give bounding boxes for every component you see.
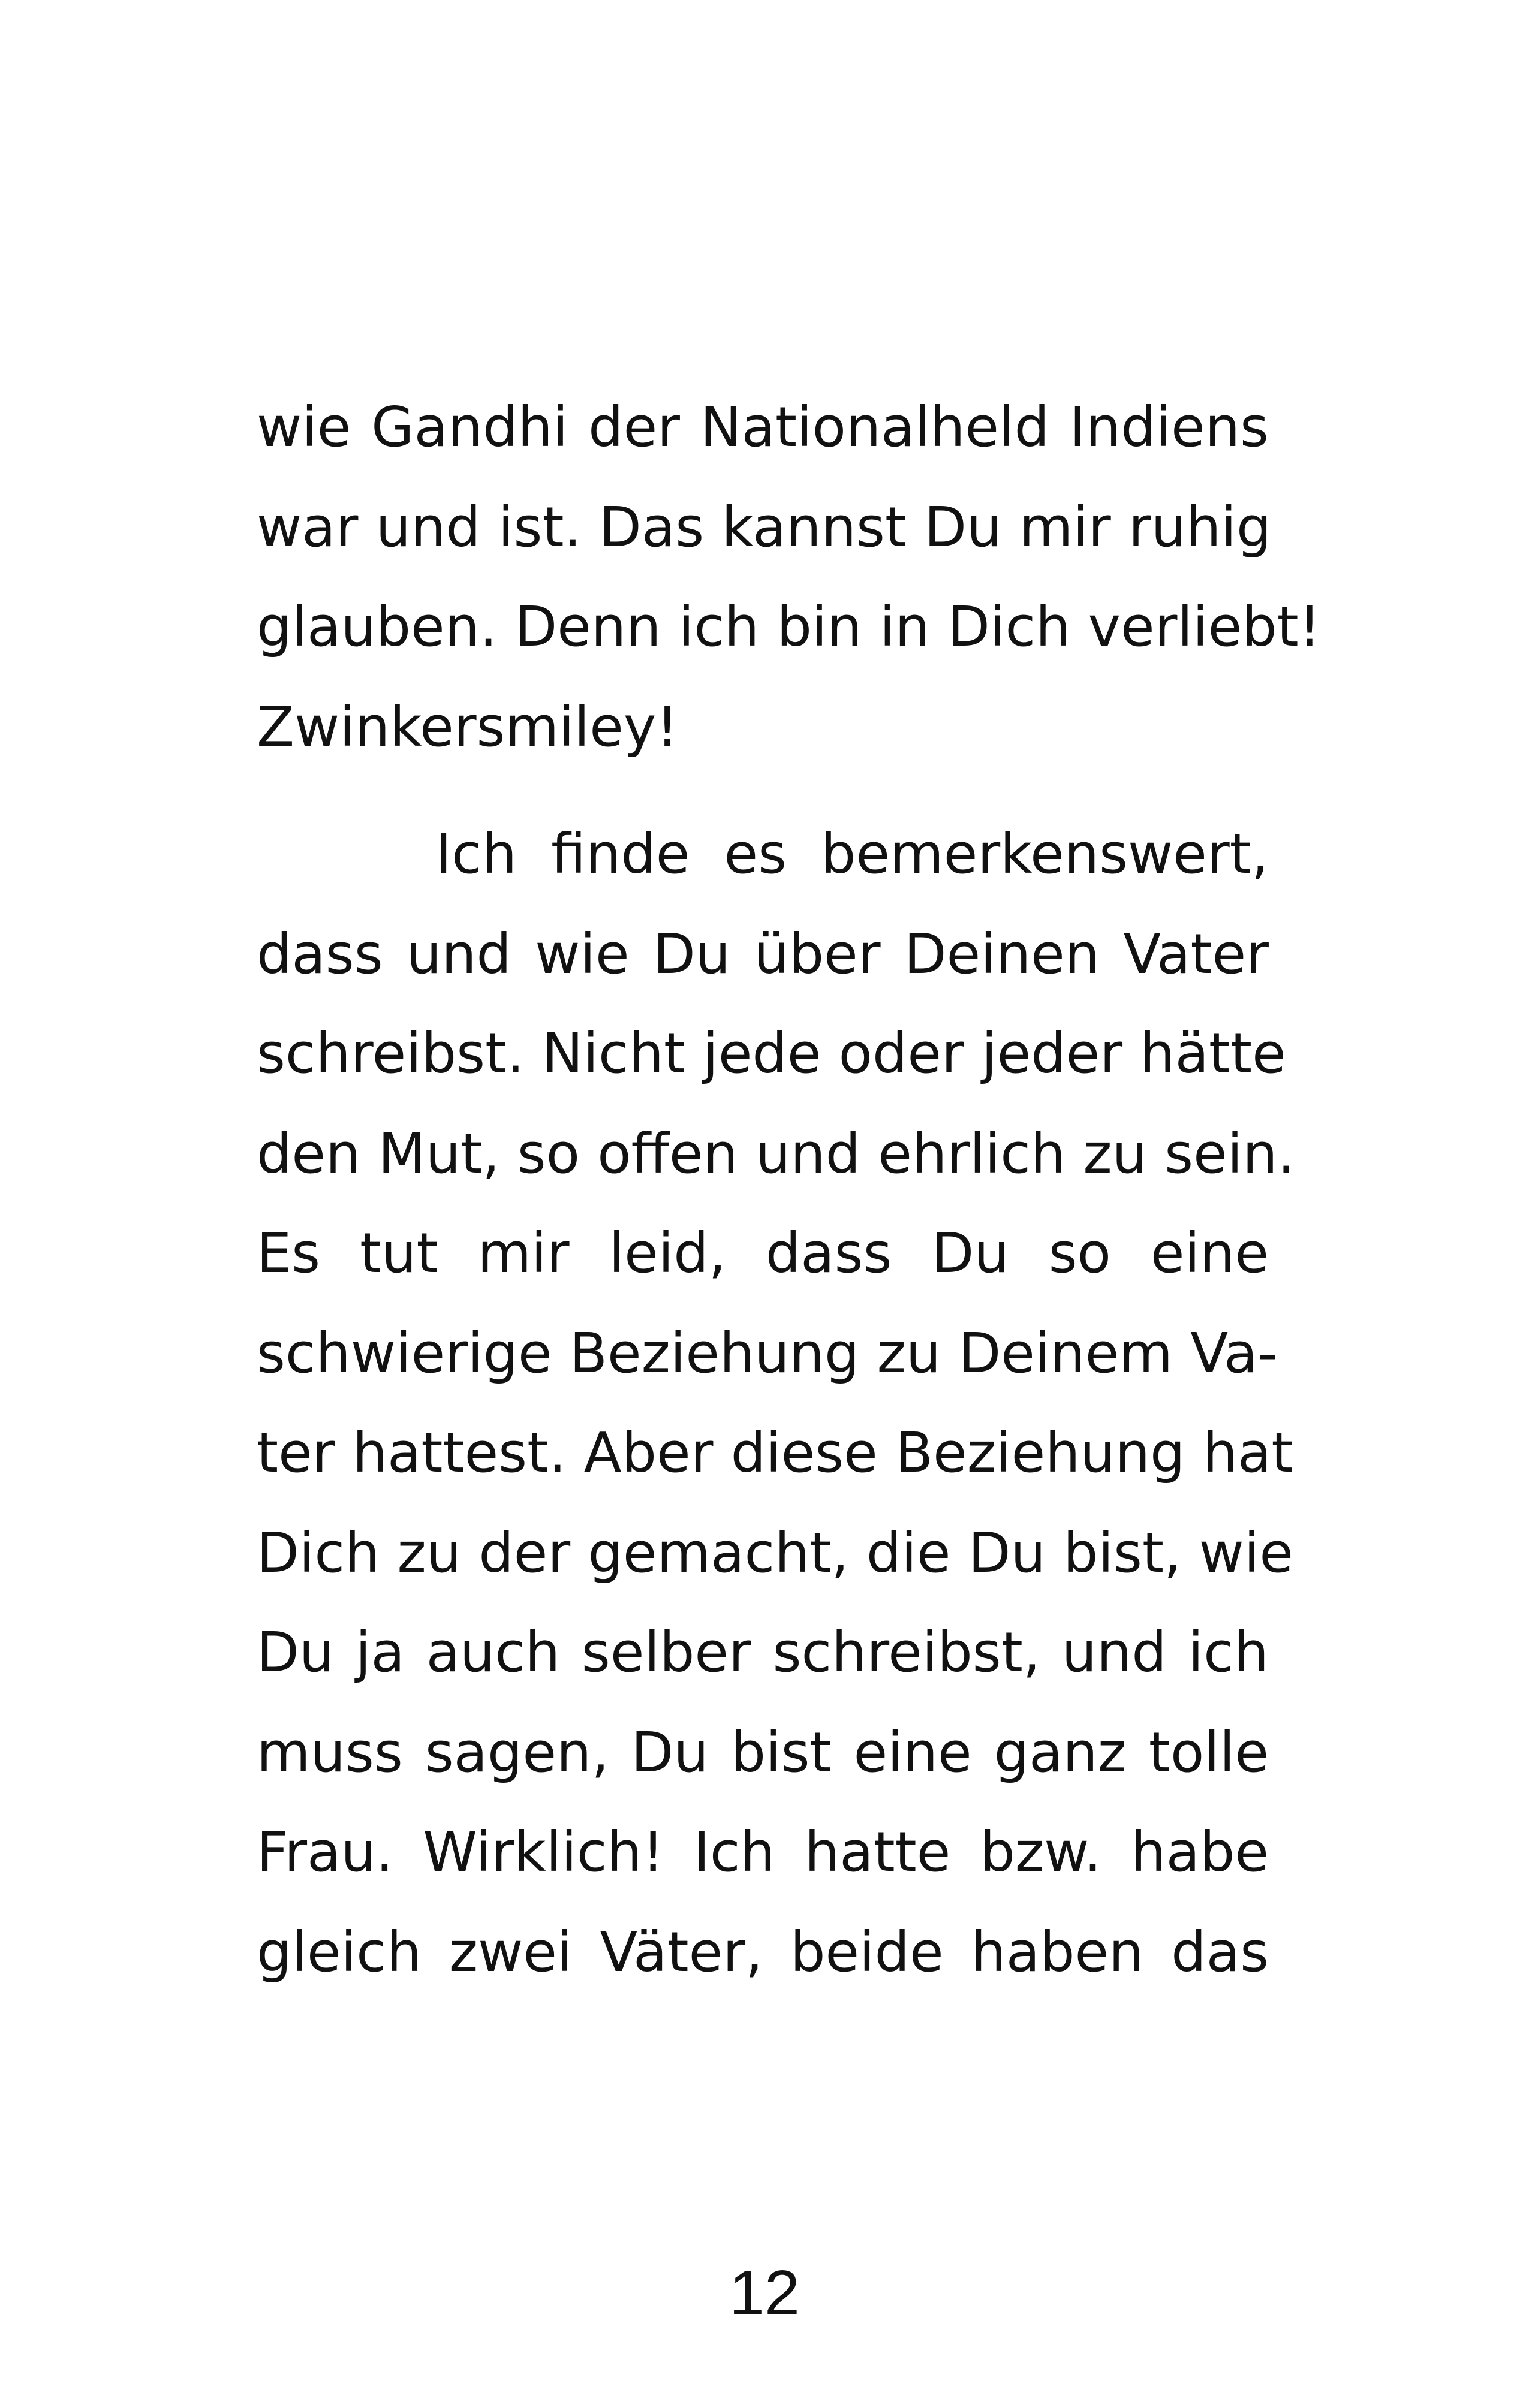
paragraph-1	[257, 378, 1321, 777]
text-line: Zwinkersmiley!	[257, 694, 679, 759]
text-line: den Mut, so offen und ehrlich zu sein.	[257, 1121, 1295, 1186]
text-line: war und ist. Das kannst Du mir ruhig	[257, 495, 1272, 559]
text-line: gleich zwei Väter, beide haben das	[257, 1919, 1269, 1984]
text-line: schwierige Beziehung zu Deinem Va-	[257, 1321, 1278, 1385]
body-text	[257, 378, 1321, 2002]
text-line: muss sagen, Du bist eine ganz tolle	[257, 1720, 1269, 1785]
text-line: Es tut mir leid, dass Du so eine	[257, 1221, 1269, 1285]
paragraph-2	[257, 804, 1295, 2002]
text-line: Frau. Wirklich! Ich hatte bzw. habe	[257, 1820, 1269, 1884]
paragraph-spacer	[257, 777, 1269, 804]
text-line-content: Ich finde es bemerkenswert,	[435, 822, 1269, 886]
text-line: glauben. Denn ich bin in Dich verliebt!	[257, 595, 1321, 659]
text-line-indented	[257, 804, 1269, 905]
text-line: dass und wie Du über Deinen Vater	[257, 921, 1269, 986]
text-line: schreibst. Nicht jede oder jeder hätte	[257, 1021, 1286, 1086]
text-line: Du ja auch selber schreibst, und ich	[257, 1620, 1269, 1684]
text-line: ter hattest. Aber diese Beziehung hat	[257, 1421, 1293, 1485]
text-line: wie Gandhi der Nationalheld Indiens	[257, 395, 1269, 459]
text-line: Dich zu der gemacht, die Du bist, wie	[257, 1520, 1293, 1585]
page-number: 12	[729, 2258, 800, 2328]
